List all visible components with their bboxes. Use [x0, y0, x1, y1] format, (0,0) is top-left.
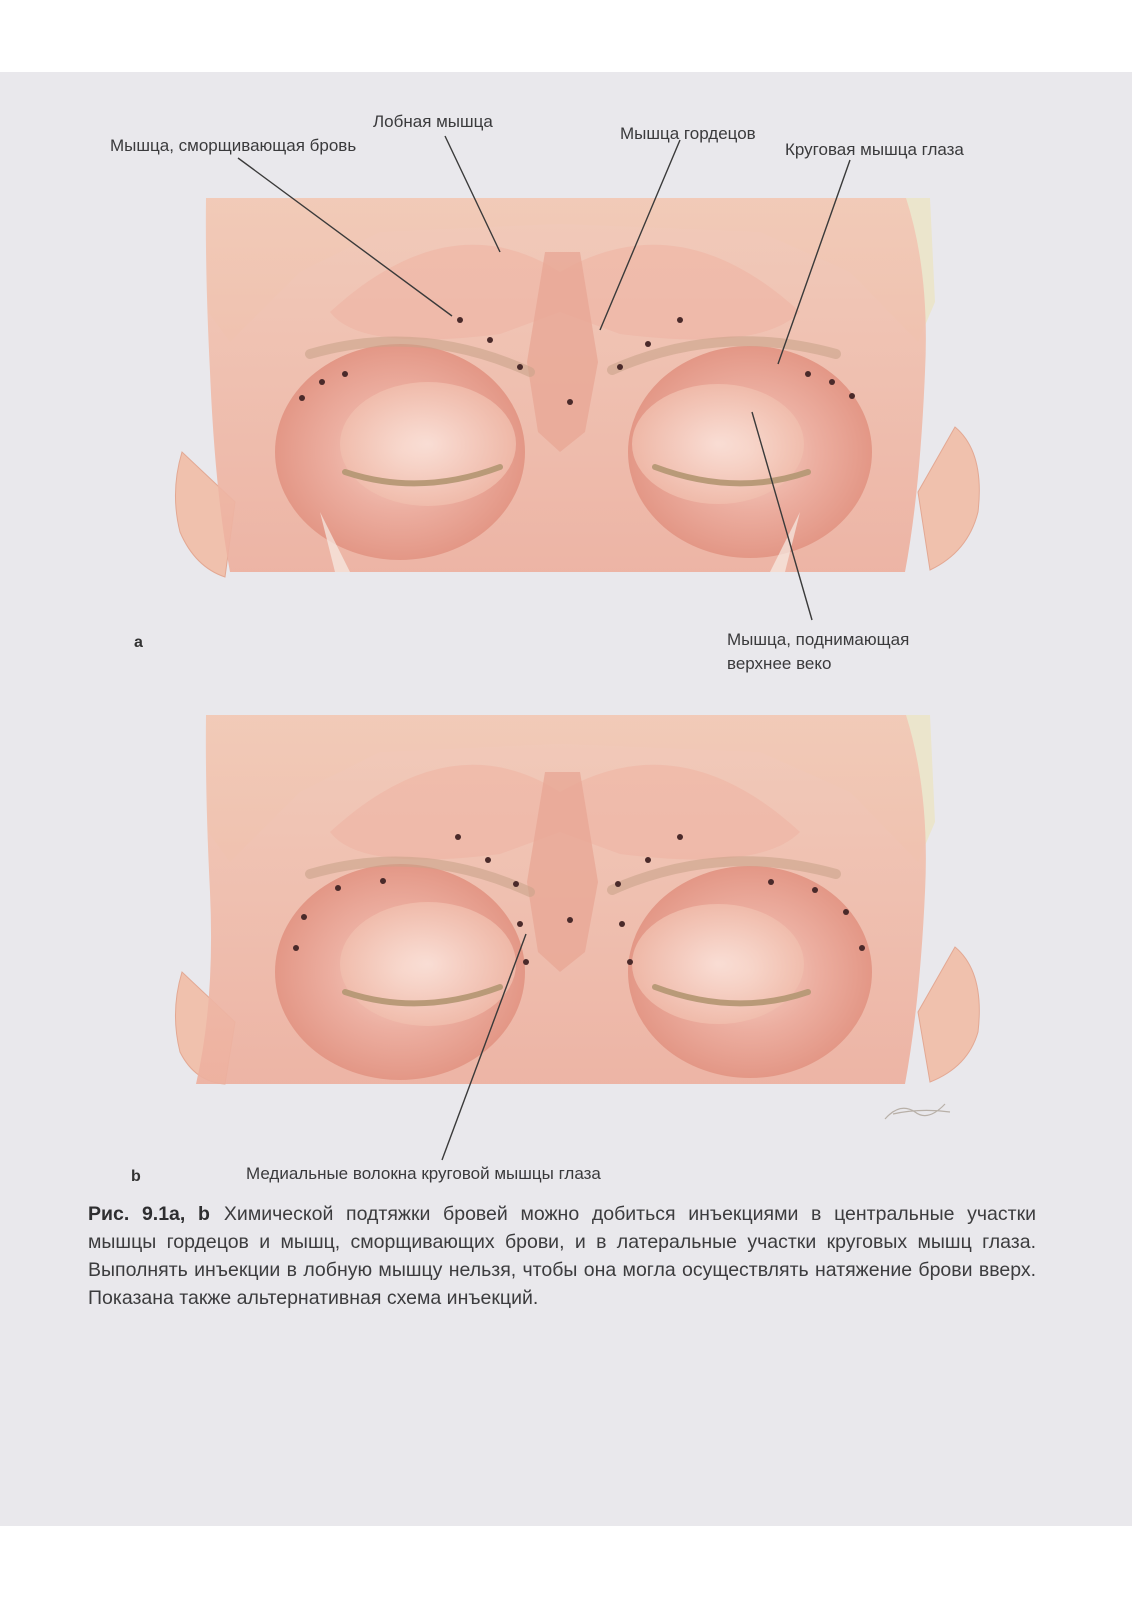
- caption-text: Химической подтяжки бровей можно добиться инъекциями в центральные участки мышцы гордецов и мышц, сморщивающих брови, и в латеральные участки круговых мышц глаза. Выполнять инъекции в лобную мышцу нельзя, чтобы она могла осуществлять натяжение брови вверх. Показана также альтернативная схема инъекций.: [88, 1203, 1037, 1309]
- label-frontalis: Лобная мышца: [373, 112, 493, 131]
- panel-letter-b: b: [131, 1168, 141, 1185]
- label-procerus: Мышца гордецов: [620, 124, 756, 143]
- illustration-svg: [0, 72, 1132, 1272]
- figure-9-1: [0, 72, 1132, 1272]
- label-medial-fibers: Медиальные волокна круговой мышцы глаза: [246, 1164, 601, 1183]
- label-orbicularis: Круговая мышца глаза: [785, 140, 964, 159]
- panel-a-illustration: [175, 198, 979, 577]
- caption-figure-ref: Рис. 9.1a, b: [88, 1203, 210, 1225]
- panel-letter-a: a: [134, 634, 143, 651]
- label-corrugator: Мышца, сморщивающая бровь: [110, 136, 357, 155]
- label-levator-line2: верхнее веко: [727, 654, 832, 673]
- panel-b-illustration: [175, 715, 979, 1119]
- label-levator-line1: Мышца, поднимающая: [727, 630, 910, 649]
- book-page: [0, 72, 1132, 1526]
- figure-caption: [88, 1200, 1036, 1312]
